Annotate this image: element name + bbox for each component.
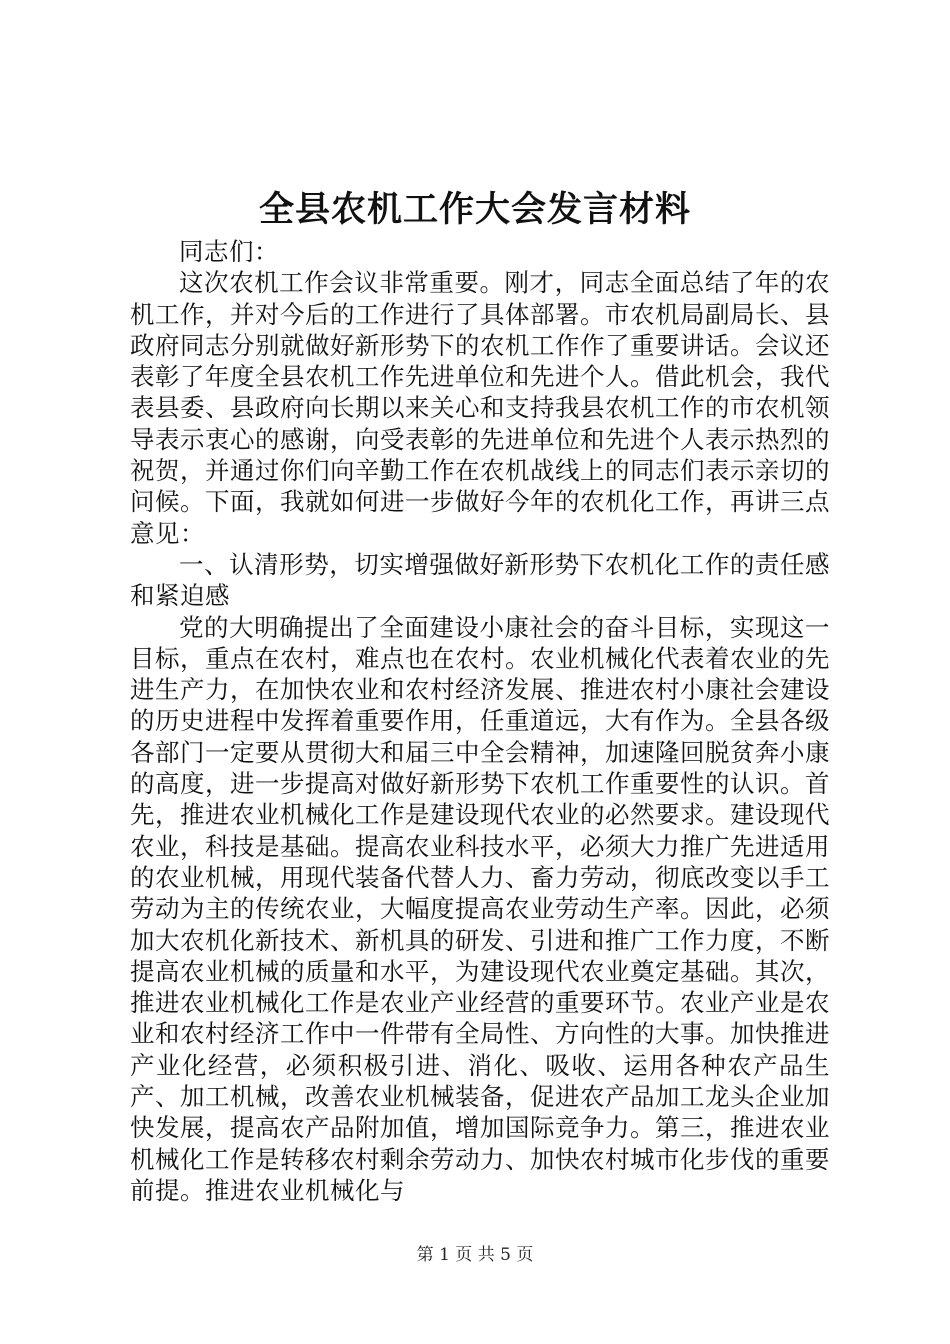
section-1-paragraph: 党的大明确提出了全面建设小康社会的奋斗目标，实现这一目标，重点在农村，难点也在农村。农业机械化代表着农业的先进生产力，在加快农业和农村经济发展、推进农村小康社会建设的历史进程中发挥着重要作用，任重道远，大有作为。全县各级各部门一定要从贯彻大和届三中全会精神，加速隆回脱贫奔小康的高度，进一步提高对做好新形势下农机工作重要性的认识。首先，推进农业机械化工作是建设现代农业的必然要求。建设现代农业，科技是基础。提高农业科技水平，必须大力推广先进适用的农业机械，用现代装备代替人力、畜力劳动，彻底改变以手工劳动为主的传统农业，大幅度提高农业劳动生产率。因此，必须加大农机化新技术、新机具的研发、引进和推广工作力度，不断提高农业机械的质量和水平，为建设现代农业奠定基础。其次，推进农业机械化工作是农业产业经营的重要环节。农业产业是农业和农村经济工作中一件带有全局性、方向性的大事。加快推进产业化经营，必须积极引进、消化、吸收、运用各种农产品生产、加工机械，改善农业机械装备，促进农产品加工龙头企业加快发展，提高农产品附加值，增加国际竞争力。第三，推进农业机械化工作是转移农村剩余劳动力、加快农村城市化步伐的重要前提。推进农业机械化与 [130,612,830,1205]
document-body [130,236,830,1206]
document-title: 全县农机工作大会发言材料 [258,189,691,230]
page-number-footer: 第 1 页 共 5 页 [416,1245,534,1265]
opening-paragraph: 这次农机工作会议非常重要。刚才，同志全面总结了年的农机工作，并对今后的工作进行了具体部署。市农机局副局长、县政府同志分别就做好新形势下的农机工作作了重要讲话。会议还表彰了年度全县农机工作先进单位和先进个人。借此机会，我代表县委、县政府向长期以来关心和支持我县农机工作的市农机领导表示衷心的感谢，向受表彰的先进单位和先进个人表示热烈的祝贺，并通过你们向辛勤工作在农机战线上的同志们表示亲切的问候。下面，我就如何进一步做好今年的农机化工作，再讲三点意见： [130,268,830,548]
salutation-paragraph: 同志们： [179,237,279,266]
section-heading-1: 一、认清形势，切实增强做好新形势下农机化工作的责任感和紧迫感 [130,549,830,611]
